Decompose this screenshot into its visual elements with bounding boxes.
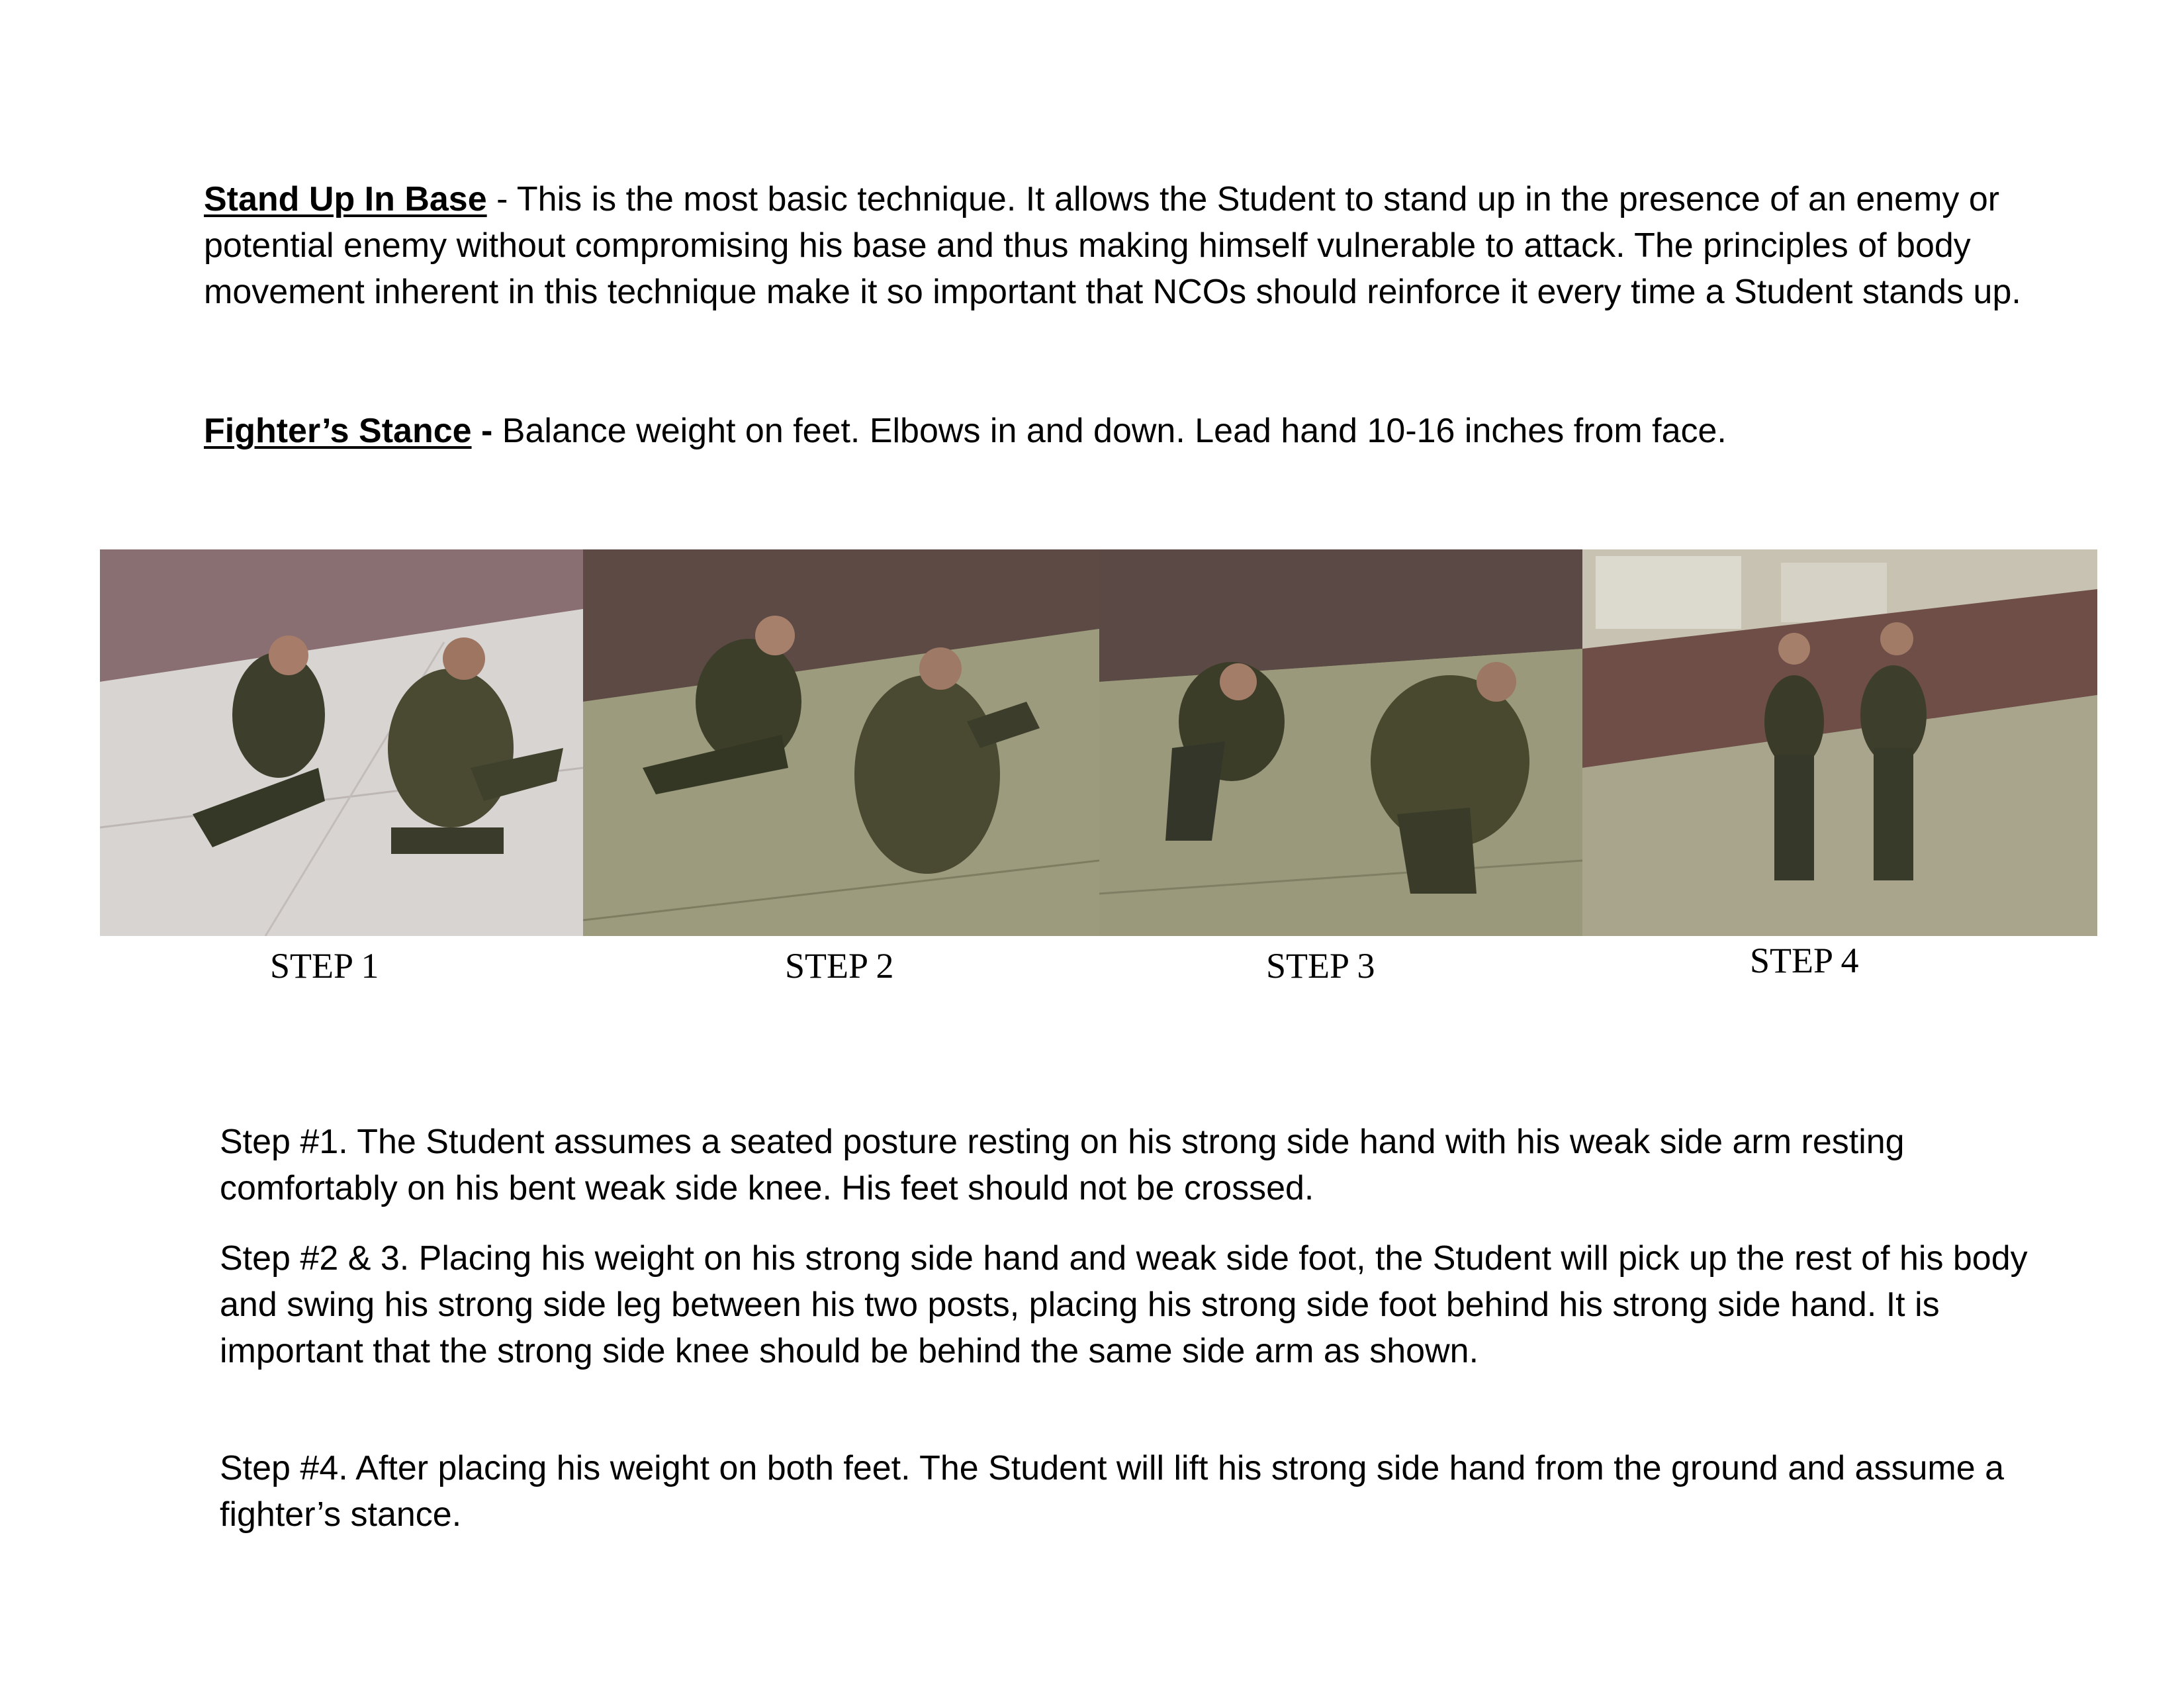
stand-up-separator: -	[486, 180, 517, 218]
fighters-stance-separator: -	[471, 412, 502, 450]
step-1-instructions: Step #1. The Student assumes a seated posture resting on his strong side hand with his weak side arm resting comfortably on his bent weak side knee. His feet should not be crossed.	[220, 1123, 1905, 1207]
fighters-stance-term: Fighter’s Stance	[204, 412, 472, 450]
stand-up-in-base-term: Stand Up In Base	[204, 180, 487, 218]
step-3-photo	[1099, 549, 1582, 936]
step-2-3-instructions: Step #2 & 3. Placing his weight on his strong side hand and weak side foot, the Student will pick up the rest of his body and swing his strong side leg between his two posts, placing his strong side foot behind his strong side hand. It is important that the strong side knee should be behind the same side arm as shown.	[220, 1239, 2028, 1370]
step-4-caption: STEP 4	[1750, 941, 1859, 980]
step-photo-strip	[100, 549, 2097, 936]
step-2-caption: STEP 2	[785, 946, 894, 986]
step-4-instructions: Step #4. After placing his weight on both feet. The Student will lift his strong side hand from the ground and assume a fighter’s stance.	[220, 1449, 2005, 1534]
step-2-photo	[583, 549, 1099, 936]
stand-up-description: This is the most basic technique. It allows the Student to stand up in the presence of an enemy or potential enemy without compromising his base and thus making himself vulnerable to attack. The principles of body movement inherent in this technique make it so important that NCOs should reinforce it every time a Student stands up.	[204, 180, 2021, 311]
step-1-caption: STEP 1	[270, 946, 379, 986]
step-3-caption: STEP 3	[1266, 946, 1375, 986]
stand-up-in-base-paragraph	[204, 176, 2030, 315]
step-4-photo	[1582, 549, 2097, 936]
step-1-photo	[100, 549, 583, 936]
fighters-stance-paragraph	[204, 408, 1792, 454]
fighters-stance-description: Balance weight on feet. Elbows in and down. Lead hand 10-16 inches from face.	[502, 412, 1727, 450]
